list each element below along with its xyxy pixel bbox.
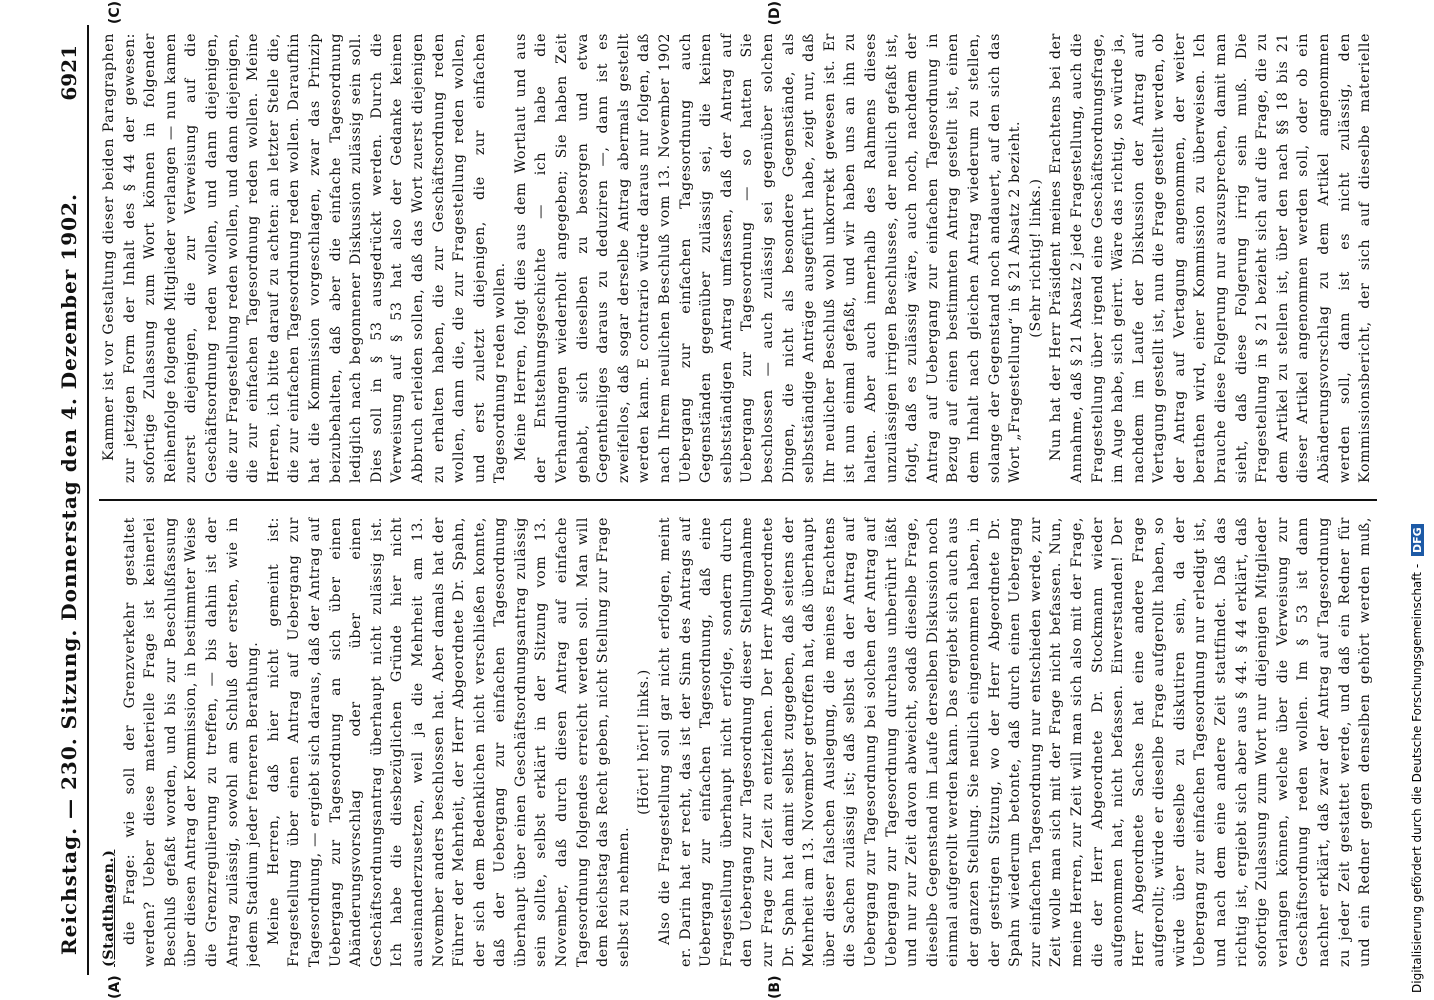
paragraph: Also die Fragestellung soll gar nicht erfolgen, meint er. Darin hat er recht, das ist der Sinn des Antrags auf Uebergang zur einfachen Tagesordnung, daß eine Fragestellung überhaupt nicht erfolge, sondern durch den Uebergang zur Tagesordnung dieser Stellungnahme zur Frage zur Zeit zu entziehen. Der Herr Abgeordnete Dr. Spahn hat damit selbst zugegeben, daß seitens der Mehrheit am 13. November getroffen hat, daß überhaupt über dieser falschen Auslegung, die meines Erachtens die Sachen zulässig ist; daß selbst da der Antrag auf Uebergang zur Tagesordnung bei solchen der Antrag auf Uebergang zur Tagesordnung durchaus unberührt läßt und nur zur Zeit davon abweicht, sodaß dieselbe Frage, dieselbe Gegenstand im Laufe derselben Diskussion noch einmal aufgerollt werden kann. Das ergiebt sich auch aus der ganzen Stellung. Sie neulich eingenommen haben, in der gestrigen Sitzung, wo der Herr Abgeordnete Dr. Spahn wiederum betonte, daß durch einen Uebergang zur einfachen Tagesordnung nur entschieden werde, zur Zeit wolle man sich mit der Frage nicht befassen. Nun, meine Herren, zur Zeit will man sich also mit der Frage, die der Herr Abgeordnete Dr. Stockmann wieder aufgenommen hat, nicht befassen. Einverstanden! Der Herr Abgeordnete Sachse hat eine andere Frage aufgerollt; würde er dieselbe Frage aufgerollt haben, so würde über dieselbe zu diskutiren sein, da der Uebergang zur einfachen Tagesordnung nur erledigt ist, und nach dem eine andere Zeit stattfindet. Daß das richtig ist, ergiebt sich aber aus § 44. § 44 erklärt, daß sofortige Zulassung zum Wort nur diejenigen Mitglieder verlangen können, welche über die Verweisung zur Geschäftsordnung reden wollen. Im § 53 ist dann nachher erklärt, daß zwar der Antrag auf Tagesordnung zu jeder Zeit gestattet werde, und daß ein Redner für und ein Redner gegen denselben gehört werden muß, xyxy=(657,517,1374,967)
margin-marker-b: (B) xyxy=(767,975,783,999)
right-column xyxy=(99,33,1377,483)
column-divider xyxy=(99,499,1377,501)
page-header xyxy=(47,25,89,975)
interjection: (Hört! hört! links.) xyxy=(636,669,653,815)
page-number: 6921 xyxy=(57,45,81,101)
interjection: (Sehr richtig! links.) xyxy=(1027,178,1044,338)
paragraph: Meine Herren, daß hier nicht gemeint ist: Fragestellung über einen Antrag auf Uebergang zur Tagesordnung, — ergiebt sich daraus, daß der Antrag auf Uebergang zur Tagesordnung an sich über einen Abänderungsvorschlag oder über einen Geschäftsordnungsantrag überhaupt nicht zulässig ist. Ich habe die diesbezüglichen Gründe hier nicht auseinanderzusetzen, weil ja die Mehrheit am 13. November anders beschlossen hat. Aber damals hat der Führer der Mehrheit, der Herr Abgeordnete Dr. Spahn, der sich dem Bedenklichen nicht verschließen konnte, daß der Uebergang zur einfachen Tagesordnung überhaupt über einen Geschäftsordnungsantrag zulässig sein sollte, selbst erklärt in der Sitzung vom 13. November, daß durch diesen Antrag auf einfache Tagesordnung folgendes erreicht werden soll. Man will dem Reichstag das Recht geben, nicht Stellung zur Frage selbst zu nehmen. xyxy=(265,517,632,967)
margin-marker-c: (C) xyxy=(107,1,123,25)
paragraph: Kammer ist vor Gestaltung dieser beiden Paragraphen zur jetzigen Form der Inhalt des § 44 der gewesen: sofortige Zulassung zum Wort können in folgender Reihenfolge folgende Mitglieder verlangen — nun kamen zuerst diejenigen, die zur Verweisung auf die Geschäftsordnung reden wollen, und dann diejenigen, die zur Fragestellung reden wollen, und dann diejenigen, die zur einfachen Tagesordnung reden wollen. Meine Herren, ich bitte darauf zu achten: an letzter Stelle die, die zur einfachen Tagesordnung reden wollen. Daraufhin hat die Kommission vorgeschlagen, zwar das Prinzip beizubehalten, daß aber die einfache Tagesordnung lediglich nach begonnener Diskussion zulässig sein soll. Dies soll in § 53 ausgedrückt werden. Durch die Verweisung auf § 53 hat also der Gedanke keinen Abbruch erleiden sollen, daß das Wort zuerst diejenigen zu erhalten haben, die zur Geschäftsordnung reden wollen, dann die, die zur Fragestellung reden wollen, und erst zuletzt diejenigen, die zur einfachen Tagesordnung reden wollen. xyxy=(101,33,509,483)
paragraph: Nun hat der Herr Präsident meines Erachtens bei der Annahme, daß § 21 Absatz 2 jede Fragestellung, auch die Fragestellung über irgend eine Geschäftsordnungsfrage, im Auge habe, sich geirrt. Wäre das richtig, so würde ja, nachdem im Laufe der Diskussion der Antrag auf Vertagung gestellt ist, nun die Frage gestellt werden, ob der Antrag auf Vertagung angenommen, der weiter berathen wird, einer Kommission zu überweisen. Ich brauche diese Folgerung nur auszusprechen, damit man sieht, daß diese Folgerung irrig sein muß. Die Fragestellung in § 21 bezieht sich auf die Frage, die zu dem Artikel zu stellen ist, über den nach §§ 18 bis 21 dieser Artikel angenommen werden soll, oder ob ein Abänderungsvorschlag zu dem Artikel angenommen werden soll, dann ist es nicht zulässig, den Kommissionsbericht, der sich auf dieselbe materielle xyxy=(1048,33,1374,483)
left-column xyxy=(99,517,1377,967)
speaker-name: (Stadthagen.) xyxy=(101,849,117,967)
paragraph: die Frage: wie soll der Grenzverkehr gestaltet werden? Ueber diese materielle Frage ist keinerlei Beschluß gefaßt worden, und bis zur Beschlußfassung über diesen Antrag der Kommission, in bestimmter Weise die Grenzregulierung zu treffen, — bis dahin ist der Antrag zulässig, sowohl am Schluß der ersten, wie in jedem Stadium jeder ferneren Berathung. xyxy=(121,517,262,967)
credit-text: Digitalisierung gefördert durch die Deutsche Forschungsgemeinschaft - xyxy=(1410,563,1424,993)
running-header: Reichstag. — 230. Sitzung. Donnerstag den 4. Dezember 1902. xyxy=(57,193,81,955)
margin-marker-a: (A) xyxy=(107,975,123,999)
digitization-credit xyxy=(1410,8,1430,993)
dfg-logo: DFG xyxy=(1411,524,1424,556)
margin-marker-d: (D) xyxy=(767,1,783,26)
paragraph: Meine Herren, folgt dies aus dem Wortlaut und aus der Entstehungsgeschichte — ich habe die Verhandlungen wiederholt angegeben; Sie haben Zeit gehabt, sich dieselben zu besorgen und etwa Gegentheiliges daraus zu deduziren —, dann ist es zweifellos, daß sogar derselbe Antrag abermals gestellt werden kann. E contrario würde daraus nur folgen, daß nach Ihrem neulichen Beschluß vom 13. November 1902 Uebergang zur einfachen Tagesordnung auch Gegenständen gegenüber zulässig sei, die keinen selbstständigen Antrag umfassen, daß der Antrag auf Uebergang zur Tagesordnung — so hatten Sie beschlossen — auch zulässig sei gegenüber solchen Dingen, die nicht als besondere Gegenstände, als selbstständige Anträge ausgeführt habe, zeigt nur, daß Ihr neulicher Beschluß wohl unkorrekt gewesen ist. Er ist nun einmal gefaßt, und wir haben uns an ihn zu halten. Aber auch innerhalb des Rahmens dieses unzulässigen irrigen Beschlusses, der neulich gefaßt ist, folgt, daß es zulässig wäre, auch noch, nachdem der Antrag auf Uebergang zur einfachen Tagesordnung in Bezug auf einen bestimmten Antrag gestellt ist, einen dem Inhalt nach gleichen Antrag wiederum zu stellen, solange der Gegenstand noch andauert, auf den sich das Wort „Fragestellung“ in § 21 Absatz 2 bezieht. xyxy=(512,33,1024,483)
document-page xyxy=(47,1,1387,999)
